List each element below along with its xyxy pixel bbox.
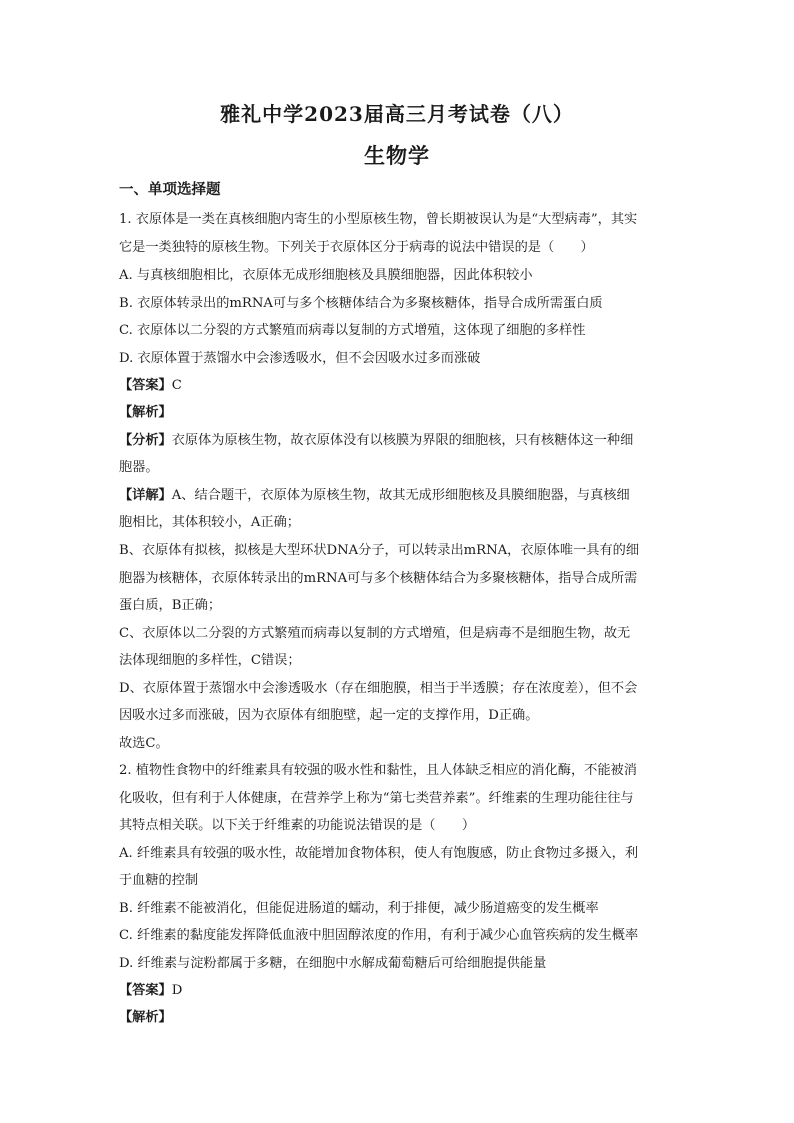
section-heading: 一、单项选择题 [119,181,221,198]
q1-analysis-label: 【解析】 [119,405,172,420]
q1-conclusion: 故选C。 [119,736,169,751]
q2-option-a: A. 纤维素具有较强的吸水性，故能增加食物体积，使人有饱腹感，防止食物过多摄入，利 [119,846,639,861]
q1-fenxi [119,433,689,449]
q2-stem-line: 化吸收，但有利于人体健康，在营养学上称为“第七类营养素”。纤维素的生理功能往往与 [119,791,634,806]
q2-answer [119,983,689,999]
q1-xiangjie-line: 胞器为核糖体，衣原体转录出的mRNA可与多个核糖体结合为多聚核糖体，指导合成所需 [119,571,638,586]
q1-answer [119,378,689,394]
q2-option-c: C. 纤维素的黏度能发挥降低血液中胆固醇浓度的作用，有利于减少心血管疾病的发生概率 [119,928,639,943]
q1-option-b: B. 衣原体转录出的mRNA可与多个核糖体结合为多聚核糖体，指导合成所需蛋白质 [119,296,603,311]
q1-xiangjie-line: C、衣原体以二分裂的方式繁殖而病毒以复制的方式增殖，但是病毒不是细胞生物，故无 [119,626,631,641]
xiangjie-text: A、结合题干，衣原体为原核生物，故其无成形细胞核及具膜细胞器，与真核细 [171,488,630,503]
q1-option-d: D. 衣原体置于蒸馏水中会渗透吸水，但不会因吸水过多而涨破 [119,351,481,366]
q1-xiangjie-line: 蛋白质，B正确； [119,598,222,613]
q1-xiangjie-line: 因吸水过多而涨破，因为衣原体有细胞壁，起一定的支撑作用，D正确。 [119,708,539,723]
q2-option-a-cont: 于血糖的控制 [119,873,199,888]
fenxi-text: 衣原体为原核生物，故衣原体没有以核膜为界限的细胞核，只有核糖体这一种细 [171,433,634,448]
q2-option-d: D. 纤维素与淀粉都属于多糖，在细胞中水解成葡萄糖后可给细胞提供能量 [119,956,547,971]
q1-xiangjie-line: D、衣原体置于蒸馏水中会渗透吸水（存在细胞膜，相当于半透膜；存在浓度差），但不会 [119,681,638,696]
q2-analysis-label: 【解析】 [119,1010,172,1025]
q1-xiangjie-line: 胞相比，其体积较小，A正确； [119,515,300,530]
answer-value: D [171,983,183,998]
answer-value: C [171,378,182,393]
q1-stem-line: 它是一类独特的原核生物。下列关于衣原体区分于病毒的说法中错误的是（ ） [119,240,594,255]
q1-option-a: A. 与真核细胞相比，衣原体无成形细胞核及具膜细胞器，因此体积较小 [119,268,533,283]
q2-stem-line: 2. 植物性食物中的纤维素具有较强的吸水性和黏性，且人体缺乏相应的消化酶，不能被消 [119,763,637,778]
q1-stem-line: 1. 衣原体是一类在真核细胞内寄生的小型原核生物，曾长期被误认为是“大型病毒”，其实 [119,212,638,227]
q2-option-b: B. 纤维素不能被消化，但能促进肠道的蠕动，利于排便，减少肠道癌变的发生概率 [119,901,599,916]
fenxi-label: 【分析】 [119,433,172,448]
exam-title: 雅礼中学2023届高三月考试卷（八） [220,102,574,126]
answer-label: 【答案】 [119,983,172,998]
q2-stem-line: 其特点相关联。以下关于纤维素的功能说法错误的是（ ） [119,818,476,833]
q1-xiangjie-line: B、衣原体有拟核，拟核是大型环状DNA分子，可以转录出mRNA，衣原体唯一具有的细 [119,543,640,558]
subject-title: 生物学 [364,143,430,168]
q1-xiangjie-line: 法体现细胞的多样性，C错误； [119,653,301,668]
xiangjie-label: 【详解】 [119,488,172,503]
q1-xiangjie [119,488,689,504]
q1-option-c: C. 衣原体以二分裂的方式繁殖而病毒以复制的方式增殖，这体现了细胞的多样性 [119,323,586,338]
answer-label: 【答案】 [119,378,172,393]
q1-fenxi-cont: 胞器。 [119,460,159,475]
